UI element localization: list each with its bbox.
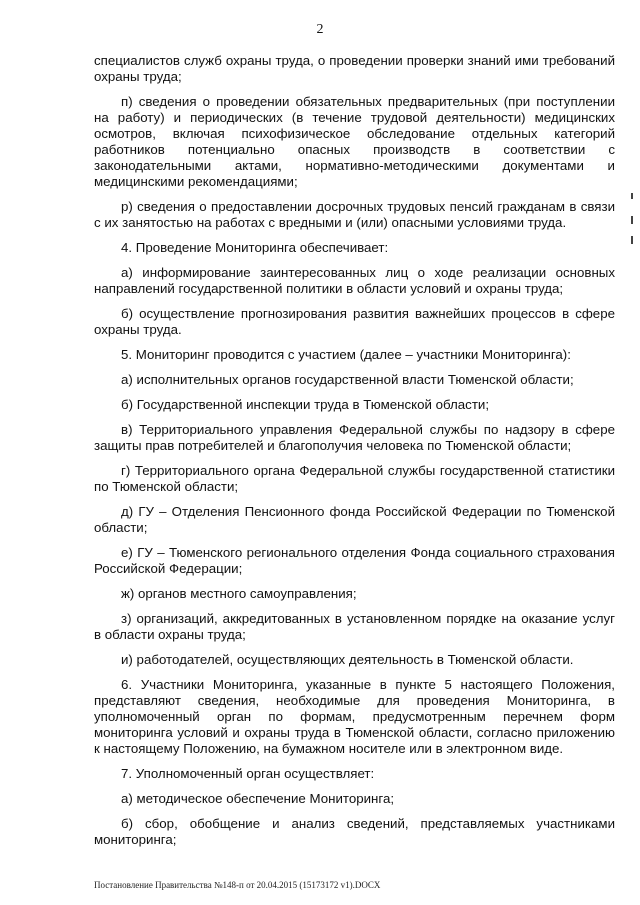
paragraph-5a: а) исполнительных органов государственной власти Тюменской области;: [121, 372, 574, 387]
scan-mark: [631, 236, 633, 244]
scan-mark: [631, 216, 633, 224]
paragraph-continuation: специалистов служб охраны труда, о проведении проверки знаний ими требований охраны труда;: [94, 53, 615, 84]
paragraph-5d: д) ГУ – Отделения Пенсионного фонда Российской Федерации по Тюменской области;: [94, 504, 615, 535]
footer-filename: Постановление Правительства №148-п от 20.04.2015 (15173172 v1).DOCX: [94, 880, 381, 890]
scan-mark: [631, 193, 633, 199]
paragraph-4a: а) информирование заинтересованных лиц о ходе реализации основных направлений государственной политики в области условий и охраны труда;: [94, 265, 615, 296]
page-number: 2: [316, 22, 324, 37]
paragraph-item-p: п) сведения о проведении обязательных предварительных (при поступлении на работу) и периодических (в течение трудовой деятельности) медицинских осмотров, включая психофизическое обследование отдельных категорий работников потенциально опасных производств в соответствии с законодательными актами, нормативно-методическими документами и медицинскими рекомендациями;: [94, 94, 615, 189]
paragraph-5zh: ж) органов местного самоуправления;: [121, 586, 357, 601]
paragraph-section-5: 5. Мониторинг проводится с участием (далее – участники Мониторинга):: [121, 347, 571, 362]
paragraph-5i: и) работодателей, осуществляющих деятельность в Тюменской области.: [121, 652, 574, 667]
document-body: [94, 53, 615, 857]
paragraph-item-r: р) сведения о предоставлении досрочных трудовых пенсий гражданам в связи с их занятостью на работах с вредными и (или) опасными условиями труда.: [94, 199, 615, 230]
paragraph-4b: б) осуществление прогнозирования развития важнейших процессов в сфере охраны труда.: [94, 306, 615, 337]
paragraph-5g: г) Территориального органа Федеральной службы государственной статистики по Тюменской области;: [94, 463, 615, 494]
paragraph-7a: а) методическое обеспечение Мониторинга;: [121, 791, 395, 806]
paragraph-5b: б) Государственной инспекции труда в Тюменской области;: [121, 397, 490, 412]
paragraph-5v: в) Территориального управления Федеральной службы по надзору в сфере защиты прав потребителей и благополучия человека по Тюменской области;: [94, 422, 615, 453]
paragraph-5e: е) ГУ – Тюменского регионального отделения Фонда социального страхования Российской Федерации;: [94, 545, 615, 576]
paragraph-5z: з) организаций, аккредитованных в установленном порядке на оказание услуг в области охраны труда;: [94, 611, 615, 642]
paragraph-section-4: 4. Проведение Мониторинга обеспечивает:: [121, 240, 389, 255]
paragraph-section-7: 7. Уполномоченный орган осуществляет:: [121, 766, 375, 781]
paragraph-7b: б) сбор, обобщение и анализ сведений, представляемых участниками мониторинга;: [94, 816, 615, 847]
paragraph-section-6: 6. Участники Мониторинга, указанные в пункте 5 настоящего Положения, представляют сведения, необходимые для проведения Мониторинга, в уполномоченный орган по формам, предусмотренным перечнем форм мониторинга условий и охраны труда в Тюменской области, согласно приложению к настоящему Положению, на бумажном носителе или в электронном виде.: [94, 677, 615, 756]
